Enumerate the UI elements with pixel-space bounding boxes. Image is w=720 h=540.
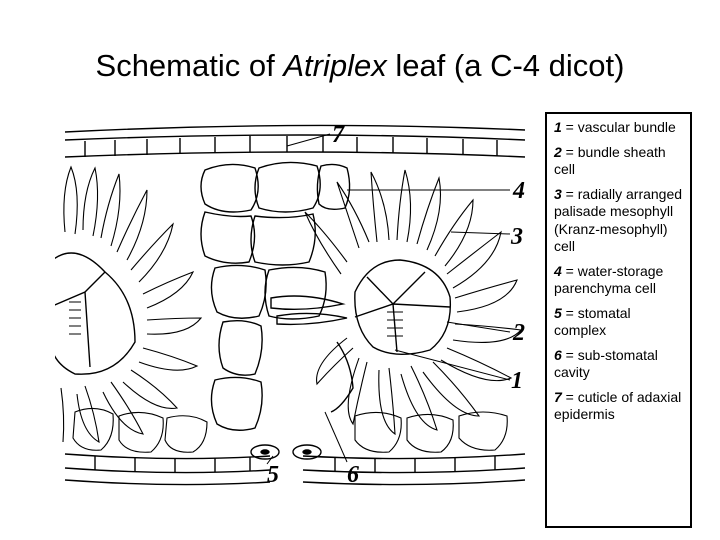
title-suffix: leaf (a C-4 dicot): [386, 48, 625, 83]
legend-item-5: 5 = stomatal complex: [554, 304, 631, 338]
figure-label-3: 3: [511, 224, 523, 250]
right-vascular-bundle: [355, 260, 451, 354]
water-storage-parenchyma: [201, 162, 353, 430]
legend-box: [545, 112, 692, 528]
figure-label-2: 2: [513, 320, 525, 346]
lower-epidermis: [65, 454, 525, 485]
figure-label-4: 4: [513, 178, 525, 204]
legend-item-2: 2 = bundle sheath cell: [554, 143, 666, 177]
lower-mesophyll-cells: [73, 408, 507, 452]
figure-label-7: 7: [332, 122, 344, 148]
title-italic: Atriplex: [283, 48, 387, 83]
legend-item-4: 4 = water-storage parenchyma cell: [554, 262, 664, 296]
left-vascular-bundle: [55, 253, 135, 374]
title-prefix: Schematic of: [95, 48, 284, 83]
legend-item-3: 3 = radially arranged palisade mesophyll (Kranz-mesophyll) cell: [554, 185, 683, 254]
slide-title: [0, 48, 720, 84]
left-palisade-cells: [61, 167, 201, 442]
legend-item-1: 1 = vascular bundle: [554, 119, 676, 135]
figure-label-6: 6: [347, 462, 359, 488]
legend-item-6: 6 = sub-stomatal cavity: [554, 346, 658, 380]
figure-label-5: 5: [267, 462, 279, 488]
legend-item-7: 7 = cuticle of adaxial epidermis: [554, 388, 682, 422]
figure-label-1: 1: [511, 368, 523, 394]
leaf-cross-section-diagram: [55, 112, 545, 504]
upper-epidermis: [65, 125, 525, 157]
